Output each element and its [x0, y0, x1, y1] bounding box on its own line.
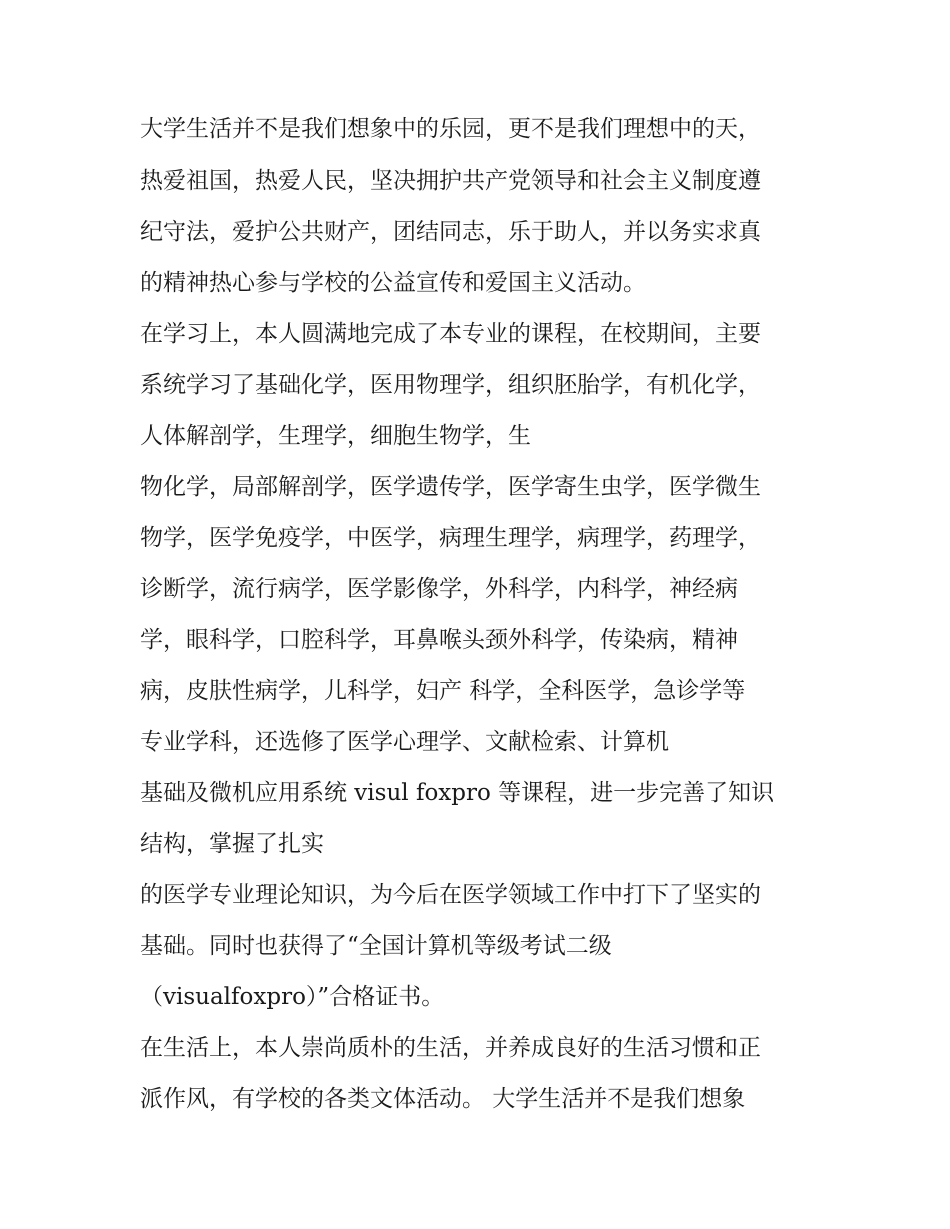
text-line: 在生活上，本人崇尚质朴的生活，并养成良好的生活习惯和正	[140, 1035, 761, 1061]
text-line: 专业学科，还选修了医学心理学、文献检索、计算机	[140, 729, 669, 755]
text-line: 基础。同时也获得了“全国计算机等级考试二级	[140, 933, 612, 959]
text-line: 人体解剖学，生理学，细胞生物学，生	[140, 423, 531, 449]
text-line: 基础及微机应用系统 visul foxpro 等课程，进一步完善了知识	[140, 780, 775, 806]
text-line: 热爱祖国，热爱人民，坚决拥护共产党领导和社会主义制度遵	[140, 168, 761, 194]
text-line: 派作风，有学校的各类文体活动。 大学生活并不是我们想象	[140, 1086, 746, 1112]
text-line: 结构，掌握了扎实	[140, 831, 324, 857]
text-line: 病，皮肤性病学，儿科学，妇产 科学，全科医学，急诊学等	[140, 678, 746, 704]
text-line: 纪守法，爱护公共财产，团结同志，乐于助人，并以务实求真	[140, 219, 761, 245]
text-line: 学，眼科学，口腔科学，耳鼻喉头颈外科学，传染病，精神	[140, 627, 738, 653]
text-line: 的医学专业理论知识，为今后在医学领域工作中打下了坚实的	[140, 882, 761, 908]
text-line: 物化学，局部解剖学，医学遗传学，医学寄生虫学，医学微生	[140, 474, 761, 500]
text-line: 的精神热心参与学校的公益宣传和爱国主义活动。	[140, 270, 646, 296]
text-line: （visualfoxpro）”合格证书。	[140, 984, 445, 1010]
text-line: 诊断学，流行病学，医学影像学，外科学，内科学，神经病	[140, 576, 738, 602]
text-line: 大学生活并不是我们想象中的乐园，更不是我们理想中的天，	[140, 116, 761, 142]
text-line: 物学，医学免疫学，中医学，病理生理学，病理学，药理学，	[140, 525, 761, 551]
text-line: 系统学习了基础化学，医用物理学，组织胚胎学，有机化学，	[140, 372, 761, 398]
text-line: 在学习上，本人圆满地完成了本专业的课程，在校期间，主要	[140, 321, 761, 347]
